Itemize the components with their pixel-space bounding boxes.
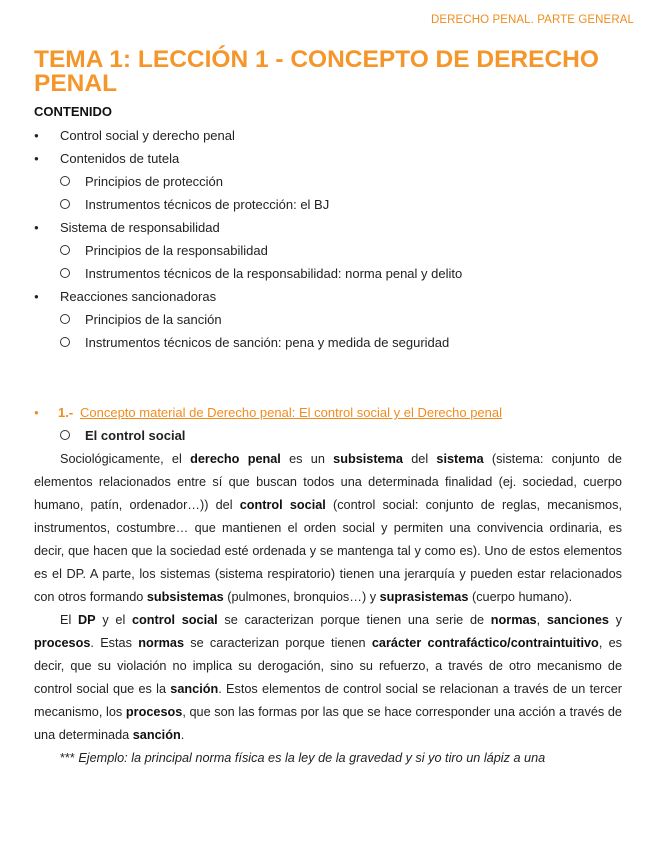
bold-term: control social <box>132 613 218 627</box>
toc-item <box>34 239 634 262</box>
paragraph <box>34 448 622 609</box>
text-run: (sistema: conjunto de elementos relacionados entre sí que buscan todos una determinada finalidad (ej. sociedad, cuerpo humano, patín, ordenador…)) del <box>34 452 622 512</box>
toc-item <box>34 147 634 170</box>
text-run: . Estas <box>90 636 139 650</box>
text-run: . Estos elementos de control social se relacionan a través de un tercer mecanismo, los <box>34 682 622 719</box>
section-heading <box>34 401 634 424</box>
bold-term: carácter contrafáctico/contraintuitivo <box>371 636 599 650</box>
subsection-title: El control social <box>85 428 186 443</box>
text-run: se caracterizan porque tienen una serie de <box>217 613 491 627</box>
page-title: TEMA 1: LECCIÓN 1 - CONCEPTO DE DERECHO PENAL <box>34 46 599 97</box>
toc-item <box>34 193 634 216</box>
toc-item <box>34 285 634 308</box>
text-run: del <box>402 452 437 466</box>
text-run: El <box>60 613 78 627</box>
toc-item-label: Instrumentos técnicos de sanción: pena y medida de seguridad <box>85 335 450 350</box>
text-run: se caracterizan porque tienen <box>184 636 372 650</box>
section-link[interactable]: Concepto material de Derecho penal: El control social y el Derecho penal <box>80 405 503 420</box>
bold-term: procesos <box>125 705 183 719</box>
text-run: (control social: conjunto de reglas, mecanismos, instrumentos, costumbre… que mantienen el orden social y permiten una convivencia ordinaria, es decir, que hacen que la sociedad esté ordenada y se mantenga tal y como es). Uno de estos elementos es el DP. A parte, los sistemas (sistema respiratorio) tienen una jerarquía y pueden estar relacionados con otros formando <box>34 498 622 604</box>
toc-item-label: Reacciones sancionadoras <box>60 289 217 304</box>
bold-term: subsistemas <box>146 590 224 604</box>
bold-term: procesos <box>34 636 91 650</box>
toc-item-label: Principios de protección <box>85 174 224 189</box>
bold-term: sanciones <box>546 613 609 627</box>
text-run: , es decir, que su violación no implica su derogación, sino su refuerzo, a través de otro mecanismo de control social que es la <box>34 636 622 696</box>
paragraph <box>34 747 622 770</box>
toc-item <box>34 124 634 147</box>
bold-term: normas <box>138 636 185 650</box>
text-run: es un <box>280 452 334 466</box>
toc-item-label: Control social y derecho penal <box>60 128 235 143</box>
toc-item-label: Principios de la responsabilidad <box>85 243 268 258</box>
bold-term: derecho penal <box>190 452 281 466</box>
toc-item-label: Instrumentos técnicos de protección: el BJ <box>85 197 330 212</box>
text-run: Sociológicamente, el <box>60 452 191 466</box>
paragraph <box>34 609 622 747</box>
toc-item-label: Contenidos de tutela <box>60 151 180 166</box>
toc-item-label: Sistema de responsabilidad <box>60 220 220 235</box>
bold-term: suprasistemas <box>379 590 469 604</box>
text-run: , que son las formas por las que se hace corresponder una acción a través de una determinada <box>34 705 622 742</box>
running-header: DERECHO PENAL. PARTE GENERAL <box>430 14 634 26</box>
text-run: Ejemplo: la principal norma física es la ley de la gravedad y si yo tiro un lápiz a una <box>78 751 546 765</box>
text-run: (pulmones, bronquios…) y <box>223 590 380 604</box>
toc-item-label: Principios de la sanción <box>85 312 222 327</box>
text-run: (cuerpo humano). <box>468 590 573 604</box>
text-run: y <box>608 613 622 627</box>
bullet-icon: ● <box>34 408 39 417</box>
toc-item <box>34 262 634 285</box>
bold-term: sanción <box>170 682 219 696</box>
text-run: y el <box>95 613 132 627</box>
contenido-heading: CONTENIDO <box>34 104 112 119</box>
body-text <box>34 448 622 770</box>
section-number: 1.- <box>58 405 74 420</box>
subsection-heading <box>60 424 186 447</box>
text-run: , <box>536 613 547 627</box>
toc-item <box>34 216 634 239</box>
toc-item <box>34 170 634 193</box>
bold-term: control social <box>239 498 326 512</box>
bold-term: sistema <box>436 452 484 466</box>
toc-item <box>34 308 634 331</box>
toc-item <box>34 331 634 354</box>
bold-term: normas <box>490 613 537 627</box>
text-run: *** <box>60 751 79 765</box>
table-of-contents <box>34 124 634 354</box>
bold-term: subsistema <box>333 452 403 466</box>
bold-term: DP <box>78 613 96 627</box>
toc-item-label: Instrumentos técnicos de la responsabilidad: norma penal y delito <box>85 266 463 281</box>
text-run: . <box>180 728 185 742</box>
bold-term: sanción <box>132 728 181 742</box>
